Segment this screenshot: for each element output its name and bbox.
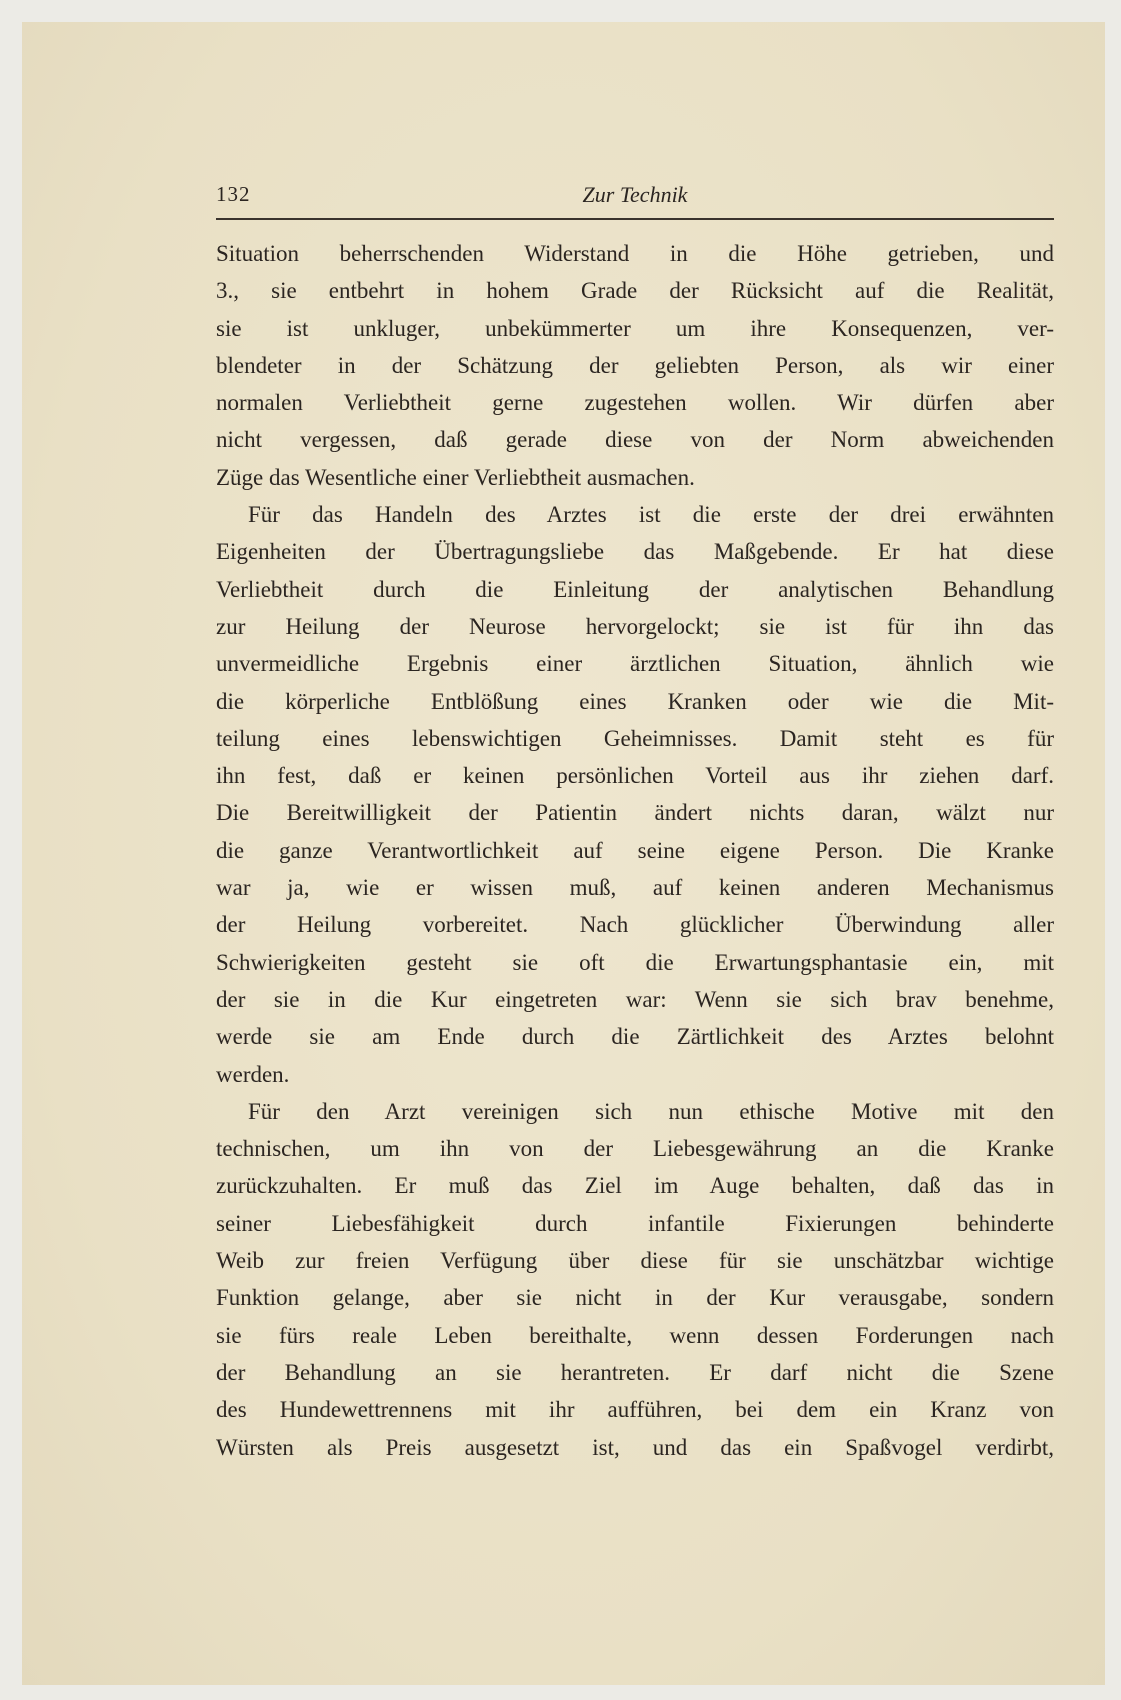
text-line: Eigenheiten der Übertragungsliebe das Maßgebende. Er hat diese — [216, 539, 1054, 565]
text-line: die ganze Verantwortlichkeit auf seine eigene Person. Die Kranke — [216, 837, 1054, 863]
text-line: der Heilung vorbereitet. Nach glücklicher Überwindung aller — [216, 912, 1054, 938]
text-line: Würsten als Preis ausgesetzt ist, und das ein Spaßvogel verdirbt, — [216, 1434, 1054, 1460]
text-line: Die Bereitwilligkeit der Patientin ändert nichts daran, wälzt nur — [216, 800, 1054, 826]
text-line: teilung eines lebenswichtigen Geheimnisses. Damit steht es für — [216, 725, 1054, 751]
text-line: Weib zur freien Verfügung über diese für sie unschätzbar wichtige — [216, 1248, 1054, 1274]
text-line: der Behandlung an sie herantreten. Er darf nicht die Szene — [216, 1359, 1054, 1385]
page-number: 132 — [216, 182, 251, 206]
text-line: Züge das Wesentliche einer Verliebtheit ausmachen. — [216, 464, 695, 490]
text-line: zur Heilung der Neurose hervorgelockt; sie ist für ihn das — [216, 613, 1054, 639]
text-line: sie fürs reale Leben bereithalte, wenn dessen Forderungen nach — [216, 1322, 1054, 1348]
text-line: werden. — [216, 1061, 290, 1087]
book-page — [22, 22, 1105, 1685]
text-line: zurückzuhalten. Er muß das Ziel im Auge behalten, daß das in — [216, 1173, 1054, 1199]
running-title: Zur Technik — [582, 182, 688, 207]
body-text — [216, 235, 1054, 1466]
text-line: Schwierigkeiten gesteht sie oft die Erwartungsphantasie ein, mit — [216, 949, 1054, 975]
text-line: ihn fest, daß er keinen persönlichen Vorteil aus ihr ziehen darf. — [216, 763, 1054, 789]
text-line: 3., sie entbehrt in hohem Grade der Rücksicht auf die Realität, — [216, 278, 1054, 304]
text-line: nicht vergessen, daß gerade diese von der Norm abweichenden — [216, 427, 1054, 453]
text-line: werde sie am Ende durch die Zärtlichkeit des Arztes belohnt — [216, 1024, 1054, 1050]
text-line: des Hundewettrennens mit ihr aufführen, bei dem ein Kranz von — [216, 1397, 1054, 1423]
text-line: technischen, um ihn von der Liebesgewährung an die Kranke — [216, 1136, 1054, 1162]
text-line: Für den Arzt vereinigen sich nun ethische Motive mit den — [248, 1098, 1054, 1124]
text-line: Funktion gelange, aber sie nicht in der Kur verausgabe, sondern — [216, 1285, 1054, 1311]
text-line: Für das Handeln des Arztes ist die erste der drei erwähnten — [248, 502, 1054, 528]
text-line: blendeter in der Schätzung der geliebten Person, als wir einer — [216, 352, 1054, 378]
text-line: der sie in die Kur eingetreten war: Wenn sie sich brav benehme, — [216, 986, 1054, 1012]
text-line: seiner Liebesfähigkeit durch infantile Fixierungen behinderte — [216, 1210, 1054, 1236]
text-line: sie ist unkluger, unbekümmerter um ihre Konsequenzen, ver- — [216, 315, 1054, 341]
text-line: Verliebtheit durch die Einleitung der analytischen Behandlung — [216, 576, 1054, 602]
text-line: unvermeidliche Ergebnis einer ärztlichen Situation, ähnlich wie — [216, 651, 1054, 677]
text-line: normalen Verliebtheit gerne zugestehen wollen. Wir dürfen aber — [216, 390, 1054, 416]
running-head — [216, 182, 1054, 210]
paragraph — [216, 496, 1054, 1093]
paragraph — [216, 235, 1054, 496]
paragraph — [216, 1093, 1054, 1466]
header-rule — [216, 218, 1054, 220]
text-line: die körperliche Entblößung eines Kranken oder wie die Mit- — [216, 688, 1054, 714]
text-line: Situation beherrschenden Widerstand in die Höhe getrieben, und — [216, 241, 1054, 266]
text-line: war ja, wie er wissen muß, auf keinen anderen Mechanismus — [216, 875, 1054, 901]
